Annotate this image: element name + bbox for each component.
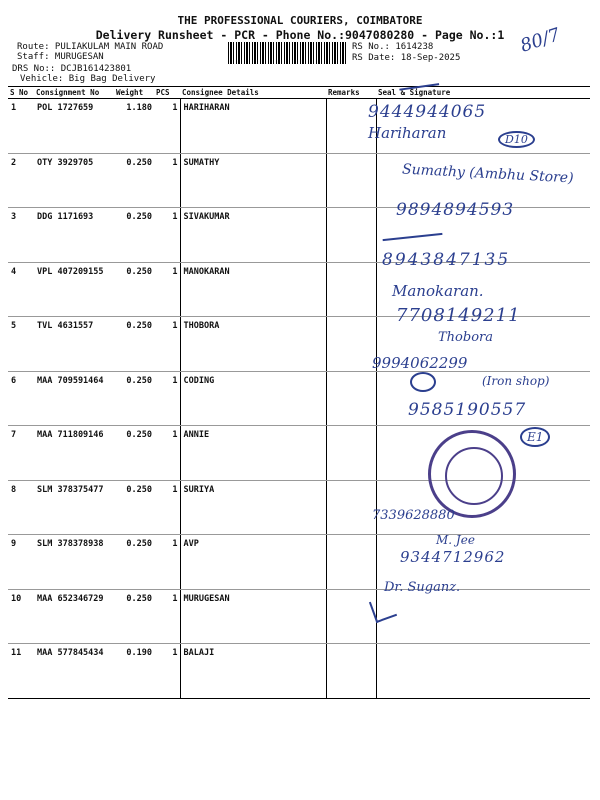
cell-weight: 0.250: [114, 371, 154, 426]
cell-sno: 2: [8, 153, 34, 208]
handwritten-circled-mark-1: D10: [498, 131, 535, 148]
cell-sno: 4: [8, 262, 34, 317]
cell-consignee: THOBORA: [180, 317, 326, 372]
cell-pcs: 1: [154, 426, 180, 481]
handwritten-phone-3: 9894894593: [396, 200, 515, 220]
cell-pcs: 1: [154, 535, 180, 590]
cell-sno: 8: [8, 480, 34, 535]
company-title: THE PROFESSIONAL COURIERS, COIMBATORE: [177, 14, 423, 27]
cell-consignee: SUMATHY: [180, 153, 326, 208]
cell-consignment: MAA 652346729: [34, 589, 114, 644]
handwritten-signature-5: Thobora: [438, 330, 493, 345]
cell-remarks: [326, 480, 376, 535]
cell-weight: 1.180: [114, 99, 154, 154]
handwritten-signature-4: Manokaran.: [392, 282, 484, 300]
col-consignment: Consignment No: [34, 87, 114, 99]
rs-date: RS Date: 18-Sep-2025: [352, 53, 461, 63]
cell-pcs: 1: [154, 153, 180, 208]
cell-pcs: 1: [154, 99, 180, 154]
cell-weight: 0.250: [114, 317, 154, 372]
table-row: [8, 589, 590, 644]
cell-remarks: [326, 371, 376, 426]
cell-remarks: [326, 153, 376, 208]
handwritten-signature-1: Hariharan: [368, 124, 447, 142]
cell-weight: 0.250: [114, 589, 154, 644]
cell-consignment: VPL 407209155: [34, 262, 114, 317]
handwritten-corner-note: 80/7: [517, 24, 563, 57]
handwritten-signature-11: Dr. Suganz.: [384, 580, 461, 595]
rs-number: RS No.: 1614238: [352, 42, 434, 52]
cell-consignee: ANNIE: [180, 426, 326, 481]
table-header-row: [8, 87, 590, 99]
handwritten-phone-1: 9444944065: [368, 102, 487, 122]
cell-seal: [376, 589, 590, 644]
runsheet-subtitle: Delivery Runsheet - PCR - Phone No.:9047080280 - Page No.:1: [95, 28, 505, 42]
vehicle-label: Vehicle: Big Bag Delivery: [20, 74, 156, 84]
cell-seal: [376, 644, 590, 699]
cell-pcs: 1: [154, 208, 180, 263]
col-sno: S No: [8, 87, 34, 99]
cell-pcs: 1: [154, 262, 180, 317]
cell-sno: 6: [8, 371, 34, 426]
cell-consignment: MAA 711809146: [34, 426, 114, 481]
cell-sno: 5: [8, 317, 34, 372]
cell-pcs: 1: [154, 480, 180, 535]
cell-sno: 10: [8, 589, 34, 644]
handwritten-signature-2: Sumathy (Ambhu Store): [401, 161, 574, 187]
cell-consignment: MAA 577845434: [34, 644, 114, 699]
cell-consignee: CODING: [180, 371, 326, 426]
cell-remarks: [326, 426, 376, 481]
col-weight: Weight: [114, 87, 154, 99]
cell-remarks: [326, 317, 376, 372]
cell-weight: 0.250: [114, 153, 154, 208]
handwritten-phone-9: 7339628880: [372, 508, 455, 523]
cell-consignee: HARIHARAN: [180, 99, 326, 154]
staff-label: Staff: MURUGESAN: [17, 52, 104, 62]
cell-weight: 0.190: [114, 644, 154, 699]
handwritten-phone-5: 7708149211: [396, 305, 521, 326]
cell-pcs: 1: [154, 371, 180, 426]
barcode-icon: [228, 42, 346, 64]
cell-sno: 1: [8, 99, 34, 154]
cell-remarks: [326, 589, 376, 644]
col-consignee: Consignee Details: [180, 87, 326, 99]
cell-consignment: OTY 3929705: [34, 153, 114, 208]
col-seal: Seal & Signature: [376, 87, 590, 99]
company-seal-stamp: [428, 430, 516, 518]
cell-sno: 11: [8, 644, 34, 699]
handwritten-phone-7: 9585190557: [408, 400, 527, 420]
handwritten-phone-10: 9344712962: [400, 548, 506, 566]
route-label: Route: PULIAKULAM MAIN ROAD: [17, 42, 164, 52]
cell-consignee: MURUGESAN: [180, 589, 326, 644]
handwritten-scribble-6: [410, 372, 436, 392]
cell-weight: 0.250: [114, 208, 154, 263]
table-row: [8, 644, 590, 699]
cell-sno: 3: [8, 208, 34, 263]
col-pcs: PCS: [154, 87, 180, 99]
handwritten-signature-10: M. Jee: [436, 533, 475, 547]
cell-consignee: BALAJI: [180, 644, 326, 699]
cell-remarks: [326, 208, 376, 263]
cell-consignment: TVL 4631557: [34, 317, 114, 372]
cell-sno: 7: [8, 426, 34, 481]
cell-remarks: [326, 644, 376, 699]
cell-consignee: AVP: [180, 535, 326, 590]
handwritten-signature-6: (Iron shop): [482, 374, 550, 388]
cell-sno: 9: [8, 535, 34, 590]
handwritten-phone-4: 8943847135: [382, 250, 511, 270]
cell-remarks: [326, 262, 376, 317]
cell-weight: 0.250: [114, 426, 154, 481]
cell-remarks: [326, 535, 376, 590]
cell-consignment: SLM 378378938: [34, 535, 114, 590]
handwritten-phone-6: 9994062299: [372, 354, 468, 372]
cell-pcs: 1: [154, 589, 180, 644]
cell-consignment: POL 1727659: [34, 99, 114, 154]
col-remarks: Remarks: [326, 87, 376, 99]
cell-weight: 0.250: [114, 535, 154, 590]
cell-pcs: 1: [154, 644, 180, 699]
cell-pcs: 1: [154, 317, 180, 372]
drs-number: DRS No:: DCJB161423801: [12, 64, 132, 74]
cell-consignee: SURIYA: [180, 480, 326, 535]
handwritten-circled-mark-7: E1: [520, 427, 550, 447]
cell-consignment: DDG 1171693: [34, 208, 114, 263]
cell-weight: 0.250: [114, 262, 154, 317]
cell-consignee: SIVAKUMAR: [180, 208, 326, 263]
cell-weight: 0.250: [114, 480, 154, 535]
cell-consignment: MAA 709591464: [34, 371, 114, 426]
cell-consignment: SLM 378375477: [34, 480, 114, 535]
cell-consignee: MANOKARAN: [180, 262, 326, 317]
